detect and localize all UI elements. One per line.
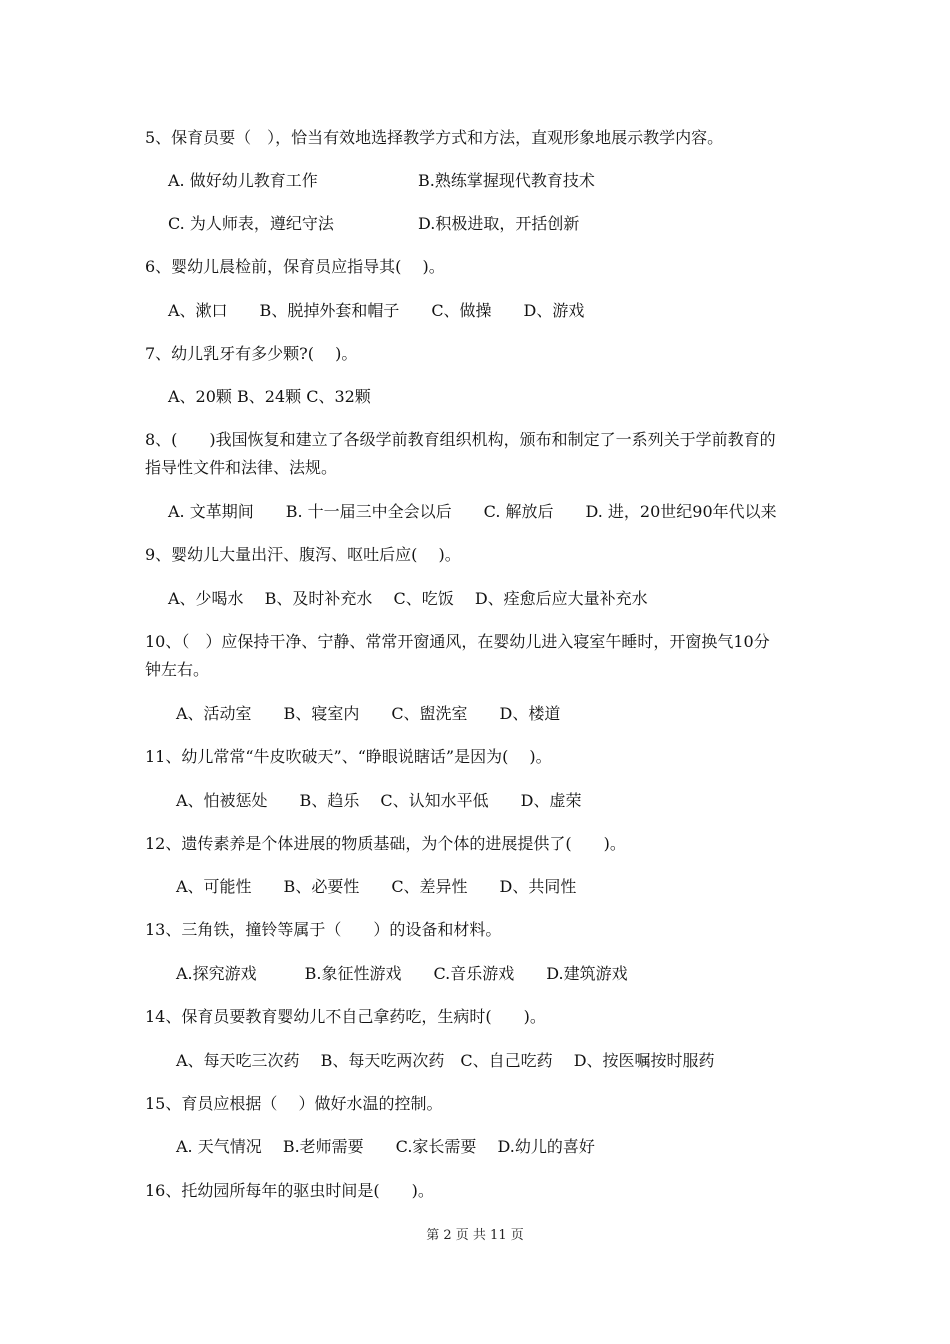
question-9-options: A、少喝水 B、及时补充水 C、吃饭 D、痊愈后应大量补充水 <box>168 589 648 608</box>
question-5-option-d: D.积极进取，开括创新 <box>418 214 580 233</box>
question-15-stem: 15、育员应根据（ ）做好水温的控制。 <box>145 1094 443 1113</box>
question-7-stem: 7、幼儿乳牙有多少颗?( )。 <box>145 344 358 363</box>
question-7-options: A、20颗 B、24颗 C、32颗 <box>168 387 371 406</box>
question-15-options: A. 天气情况 B.老师需要 C.家长需要 D.幼儿的喜好 <box>176 1137 595 1156</box>
question-10-options: A、活动室 B、寝室内 C、盥洗室 D、楼道 <box>176 704 561 723</box>
question-14-stem: 14、保育员要教育婴幼儿不自己拿药吃，生病时( )。 <box>145 1007 546 1026</box>
question-10-stem-line-1: 10、（ ）应保持干净、宁静、常常开窗通风，在婴幼儿进入寝室午睡时，开窗换气10分 <box>145 632 770 651</box>
question-5-option-c: C. 为人师表，遵纪守法 <box>168 214 334 233</box>
question-13-options: A.探究游戏 B.象征性游戏 C.音乐游戏 D.建筑游戏 <box>176 964 628 983</box>
question-16-stem: 16、托幼园所每年的驱虫时间是( )。 <box>145 1181 434 1200</box>
question-11-options: A、怕被惩处 B、趋乐 C、认知水平低 D、虚荣 <box>176 791 582 810</box>
question-6-stem: 6、婴幼儿晨检前，保育员应指导其( )。 <box>145 257 445 276</box>
question-5-option-b: B.熟练掌握现代教育技术 <box>418 171 595 190</box>
question-14-options: A、每天吃三次药 B、每天吃两次药 C、自己吃药 D、按医嘱按时服药 <box>176 1051 715 1070</box>
question-8-stem-line-2: 指导性文件和法律、法规。 <box>145 458 338 477</box>
question-8-options: A. 文革期间 B. 十一届三中全会以后 C. 解放后 D. 进，20世纪90年代以来 <box>168 502 777 521</box>
page-number-footer: 第 2 页 共 11 页 <box>426 1228 524 1243</box>
question-12-options: A、可能性 B、必要性 C、差异性 D、共同性 <box>176 877 577 896</box>
question-8-stem-line-1: 8、( )我国恢复和建立了各级学前教育组织机构，颁布和制定了一系列关于学前教育的 <box>145 430 776 449</box>
question-5-option-a: A. 做好幼儿教育工作 <box>168 171 318 190</box>
question-6-options: A、漱口 B、脱掉外套和帽子 C、做操 D、游戏 <box>168 301 585 320</box>
question-9-stem: 9、婴幼儿大量出汗、腹泻、呕吐后应( )。 <box>145 545 461 564</box>
question-12-stem: 12、遗传素养是个体进展的物质基础，为个体的进展提供了( )。 <box>145 834 626 853</box>
question-5-stem: 5、保育员要（ ），恰当有效地选择教学方式和方法，直观形象地展示教学内容。 <box>145 128 724 147</box>
question-11-stem: 11、幼儿常常“牛皮吹破天”、“睁眼说瞎话”是因为( )。 <box>145 747 552 766</box>
question-10-stem-line-2: 钟左右。 <box>145 660 210 679</box>
question-13-stem: 13、三角铁，撞铃等属于（ ）的设备和材料。 <box>145 920 502 939</box>
